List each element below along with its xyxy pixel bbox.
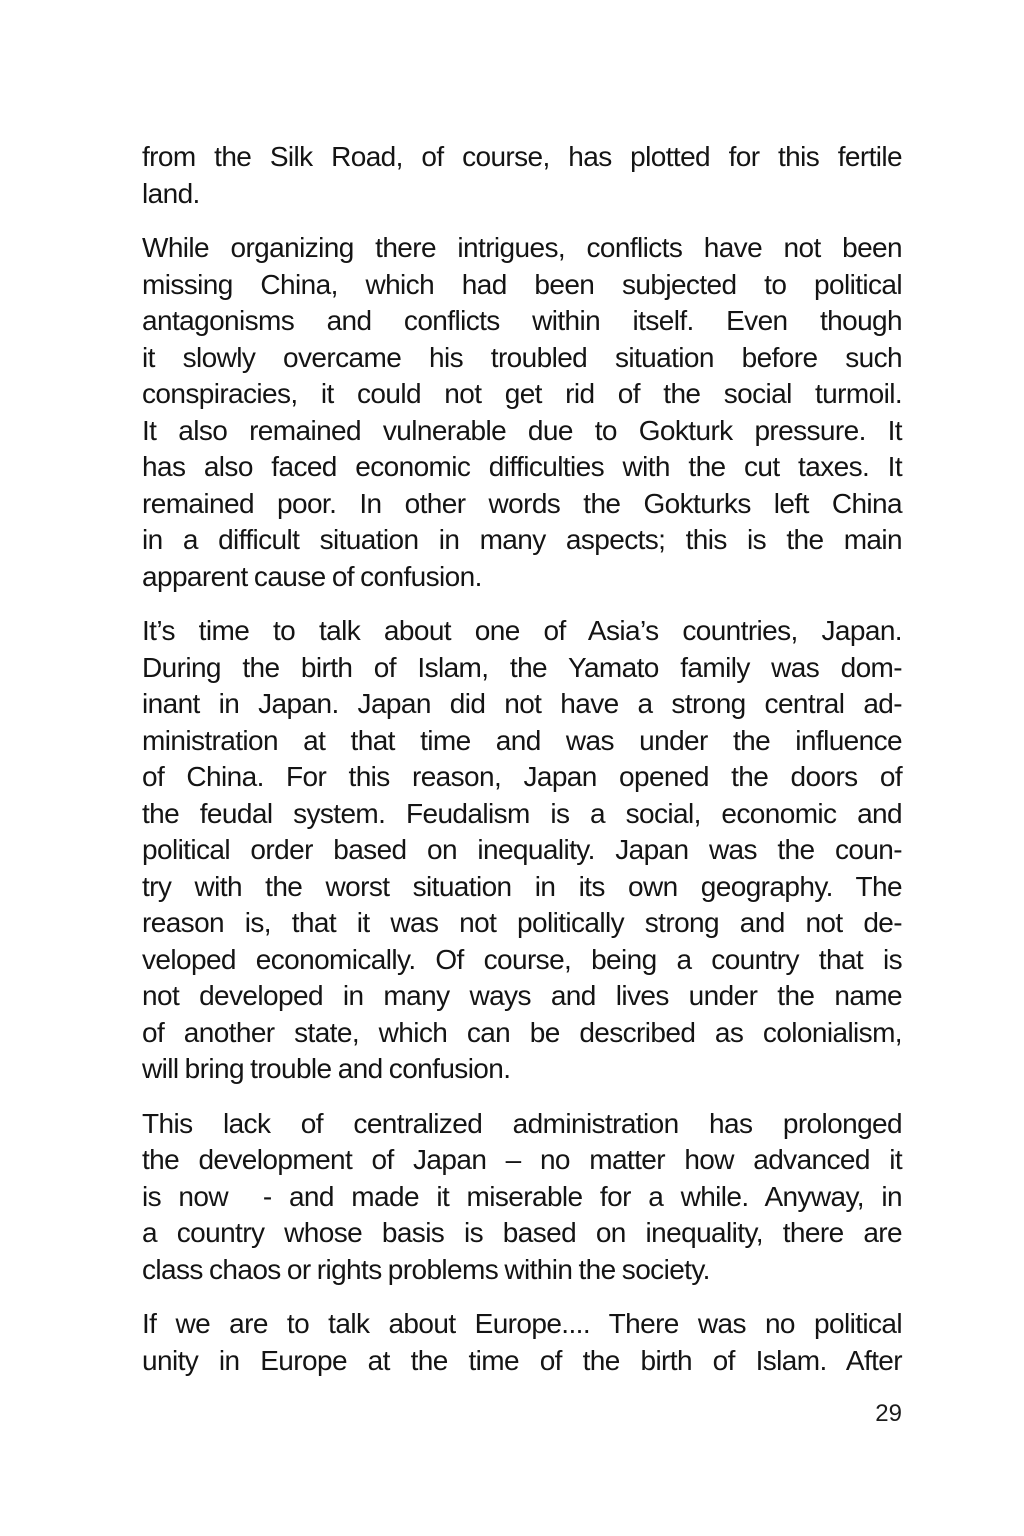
text-line: is now - and made it miserable for a while. Anyway, in — [142, 1180, 902, 1212]
text-line: land. — [142, 177, 200, 209]
text-line: of another state, which can be described as colonialism, — [142, 1016, 902, 1048]
paragraph — [142, 230, 902, 595]
text-line: of China. For this reason, Japan opened the doors of — [142, 761, 902, 792]
text-line: has also faced economic difficulties with the cut taxes. It — [142, 451, 902, 482]
text-line: not developed in many ways and lives under the name — [142, 980, 902, 1011]
text-line: antagonisms and conflicts within itself. Even though — [142, 305, 902, 336]
text-line: unity in Europe at the time of the birth of Islam. After — [142, 1344, 902, 1376]
text-line: While organizing there intrigues, conflicts have not been — [142, 232, 902, 263]
text-line: political order based on inequality. Japan was the coun- — [142, 834, 902, 865]
text-line: conspiracies, it could not get rid of the social turmoil. — [142, 378, 902, 409]
paragraph — [142, 613, 902, 1088]
text-line: apparent cause of confusion. — [142, 560, 482, 592]
text-line: This lack of centralized administration has prolonged — [142, 1107, 902, 1139]
text-line: During the birth of Islam, the Yamato family was dom- — [142, 651, 902, 683]
text-line: a country whose basis is based on inequality, there are — [142, 1217, 902, 1248]
text-block — [142, 139, 902, 1397]
paragraph — [142, 139, 902, 212]
text-line: remained poor. In other words the Gokturks left China — [142, 487, 902, 519]
text-line: in a difficult situation in many aspects; this is the main — [142, 524, 902, 555]
text-line: try with the worst situation in its own geography. The — [142, 870, 902, 902]
text-line: from the Silk Road, of course, has plotted for this fertile — [142, 141, 902, 172]
text-line: class chaos or rights problems within the society. — [142, 1253, 710, 1285]
text-line: the feudal system. Feudalism is a social, economic and — [142, 797, 902, 829]
text-line: veloped economically. Of course, being a country that is — [142, 943, 902, 975]
text-line: missing China, which had been subjected to political — [142, 268, 902, 300]
text-line: it slowly overcame his troubled situation before such — [142, 341, 902, 373]
text-line: It’s time to talk about one of Asia’s countries, Japan. — [142, 615, 902, 646]
text-line: inant in Japan. Japan did not have a strong central ad- — [142, 688, 902, 719]
text-line: It also remained vulnerable due to Gokturk pressure. It — [142, 414, 902, 446]
text-line: ministration at that time and was under the influence — [142, 724, 902, 756]
text-line: If we are to talk about Europe.... There was no political — [142, 1308, 902, 1339]
text-line: the development of Japan – no matter how advanced it — [142, 1144, 902, 1175]
paragraph — [142, 1306, 902, 1379]
text-line: will bring trouble and confusion. — [142, 1053, 511, 1084]
text-line: reason is, that it was not politically strong and not de- — [142, 907, 902, 938]
page-number: 29 — [875, 1400, 902, 1427]
paragraph — [142, 1106, 902, 1289]
